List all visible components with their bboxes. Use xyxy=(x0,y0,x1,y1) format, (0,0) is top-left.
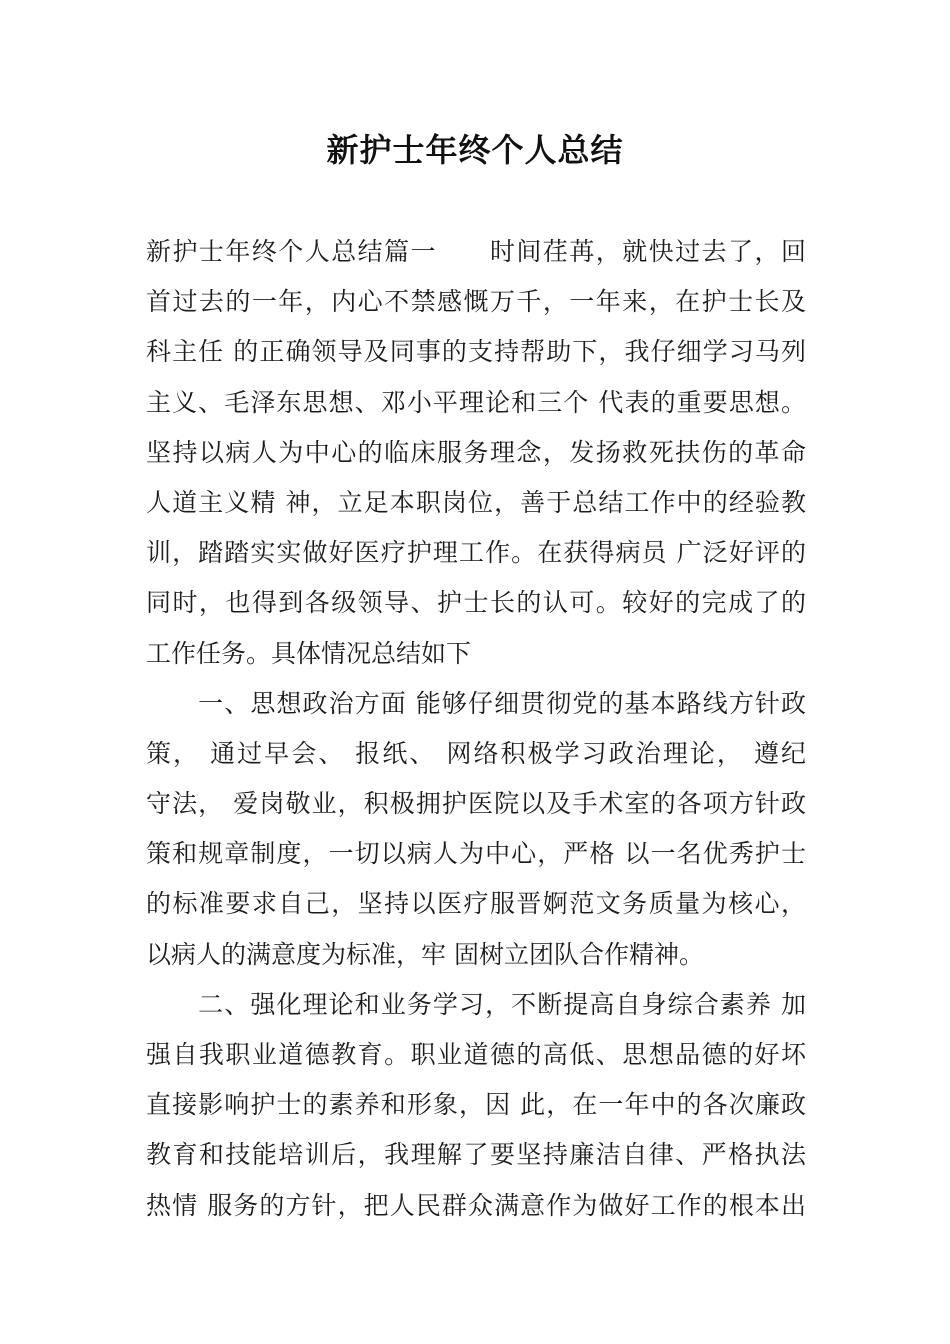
body-line: 新护士年终个人总结篇一 时间荏苒，就快过去了，回 xyxy=(146,237,806,266)
body-line: 训，踏踏实实做好医疗护理工作。在获得病员 广泛好评的 xyxy=(146,538,806,568)
body-line: 的标准要求自己，坚持以医疗服晋婀范文务质量为核心， xyxy=(146,889,806,919)
body-line: 科主任 的正确领导及同事的支持帮助下，我仔细学习马列 xyxy=(146,337,806,367)
document-title: 新护士年终个人总结 xyxy=(326,131,624,169)
body-line: 策， 通过早会、 报纸、 网络积极学习政治理论， 遵纪 xyxy=(146,738,806,768)
body-line: 同时，也得到各级领导、护士长的认可。较好的完成了的 xyxy=(146,588,806,618)
body-line: 主义、毛泽东思想、邓小平理论和三个 代表的重要思想。 xyxy=(146,387,806,417)
body-line: 二、强化理论和业务学习，不断提高自身综合素养 加 xyxy=(146,989,806,1019)
body-line: 策和规章制度，一切以病人为中心，严格 以一名优秀护士 xyxy=(146,839,806,869)
body-line: 守法， 爱岗敬业，积极拥护医院以及手术室的各项方针政 xyxy=(146,789,806,819)
body-line: 直接影响护士的素养和形象，因 此，在一年中的各次廉政 xyxy=(146,1090,806,1120)
body-line: 一、思想政治方面 能够仔细贯彻党的基本路线方针政 xyxy=(146,688,806,718)
document-body xyxy=(146,227,806,1231)
body-line: 热情 服务的方针，把人民群众满意作为做好工作的根本出 xyxy=(146,1190,806,1220)
body-line: 以病人的满意度为标准，牢 固树立团队合作精神。 xyxy=(146,939,704,969)
body-line: 人道主义精 神，立足本职岗位，善于总结工作中的经验教 xyxy=(146,487,806,517)
body-line: 工作任务。具体情况总结如下 xyxy=(146,638,472,668)
body-line: 首过去的一年，内心不禁感慨万千，一年来，在护士长及 xyxy=(146,287,806,317)
body-line: 教育和技能培训后，我理解了要坚持廉洁自律、严格执法 xyxy=(146,1140,806,1170)
body-line: 强自我职业道德教育。职业道德的高低、思想品德的好坏 xyxy=(146,1040,806,1069)
body-line: 坚持以病人为中心的临床服务理念，发扬救死扶伤的革命 xyxy=(146,437,806,467)
